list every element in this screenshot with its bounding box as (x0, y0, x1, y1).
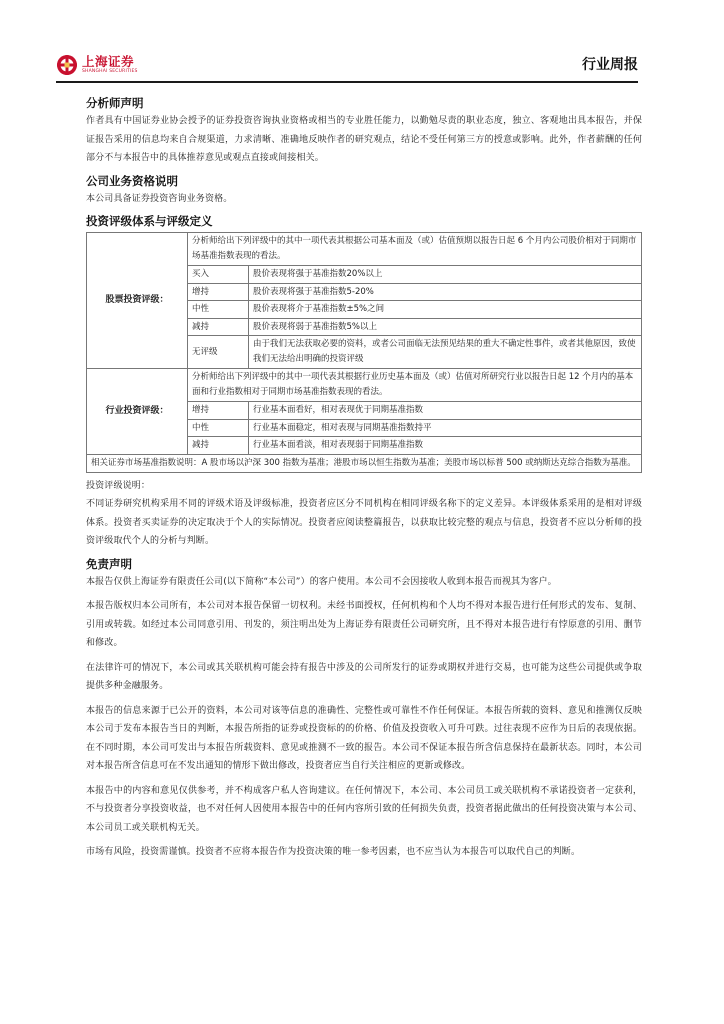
industry-rating-label: 行业投资评级： (87, 369, 188, 455)
qualification-title: 公司业务资格说明 (86, 173, 178, 188)
report-type-label: 行业周报 (582, 57, 638, 73)
rating-system-title: 投资评级体系与评级定义 (86, 214, 213, 228)
disclaimer-paragraph: 本报告中的内容和意见仅供参考，并不构成客户私人咨询建议。在任何情况下，本公司、本公司员工或关联机构不承诺投资者一定获利，不与投资者分享投资收益，也不对任何人因使用本报告中的任何内容所引致的任何损失负责，投资者据此做出的任何投资决策与本公司、本公司员工或关联机构无关。 (86, 785, 642, 833)
disclaimer-title: 免责声明 (86, 556, 132, 571)
disclaimer-paragraph: 本报告的信息来源于已公开的资料，本公司对该等信息的准确性、完整性或可靠性不作任何保证。本报告所载的资料、意见和推测仅反映本公司于发布本报告当日的判断，本报告所指的证券或投资标的的价格、价值及投资收入可升可跌。过往表现不应作为日后的表现依据。在不同时期，本公司可发出与本报告所载资料、意见或推测不一致的报告。本公司不保证本报告所含信息保持在最新状态。同时，本公司对本报告所含信息可在不发出通知的情形下做出修改，投资者应当自行关注相应的更新或修改。 (86, 705, 642, 771)
industry-rating-description: 分析师给出下列评级中的其中一项代表其根据行业历史基本面及（或）估值对所研究行业以报告日起 12 个月内的基本面和行业指数相对于同期市场基准指数表现的看法。 (188, 369, 642, 402)
rating-level: 中性 (188, 419, 249, 437)
rating-level: 增持 (188, 283, 249, 301)
main-content (86, 94, 642, 862)
qualification-text: 本公司具备证券投资咨询业务资格。 (86, 193, 233, 204)
logo-icon (56, 54, 78, 76)
rating-level-desc: 股价表现将强于基准指数5-20% (249, 283, 642, 301)
company-logo (56, 54, 138, 76)
rating-level-desc: 由于我们无法获取必要的资料，或者公司面临无法预见结果的重大不确定性事件，或者其他原因，致使我们无法给出明确的投资评级 (249, 336, 642, 369)
page-header (56, 48, 638, 82)
rating-level-desc: 行业基本面看淡，相对表现弱于同期基准指数 (249, 437, 642, 455)
rating-level-desc: 行业基本面稳定，相对表现与同期基准指数持平 (249, 419, 642, 437)
rating-definition-table (86, 232, 642, 473)
table-row (87, 454, 642, 472)
logo-chinese-name: 上海证券 (82, 53, 135, 69)
rating-level: 中性 (188, 301, 249, 319)
stock-rating-label: 股票投资评级： (87, 233, 188, 369)
disclaimer-paragraph: 本报告版权归本公司所有，本公司对本报告保留一切权利。未经书面授权，任何机构和个人均不得对本报告进行任何形式的发布、复制、引用或转载。如经过本公司同意引用、刊发的，须注明出处为上海证券有限责任公司研究所，且不得对本报告进行有悖原意的引用、删节和修改。 (86, 601, 642, 648)
rating-level: 买入 (188, 266, 249, 284)
disclaimer-paragraph: 市场有风险，投资需谨慎。投资者不应将本报告作为投资决策的唯一参考因素，也不应当认为本报告可以取代自己的判断。 (86, 847, 581, 857)
rating-level-desc: 股价表现将弱于基准指数5%以上 (249, 318, 642, 336)
stock-rating-description: 分析师给出下列评级中的其中一项代表其根据公司基本面及（或）估值预期以报告日起 6 个月内公司股价相对于同期市场基准指数表现的看法。 (188, 233, 642, 266)
analyst-statement-text: 作者具有中国证券业协会授予的证券投资咨询执业资格或相当的专业胜任能力，以勤勉尽责的职业态度，独立、客观地出具本报告，并保证报告采用的信息均来自合规渠道，力求清晰、准确地反映作者的研究观点，结论不受任何第三方的授意或影响。此外，作者薪酬的任何部分不与本报告中的具体推荐意见或观点直接或间接相关。 (86, 116, 642, 163)
rating-level-desc: 股价表现将介于基准指数±5%之间 (249, 301, 642, 319)
rating-level: 增持 (188, 402, 249, 420)
logo-english-name: SHANGHAI SECURITIES (82, 69, 138, 74)
rating-level-desc: 股价表现将强于基准指数20%以上 (249, 266, 642, 284)
rating-explanation-text: 不同证券研究机构采用不同的评级术语及评级标准，投资者应区分不同机构在相同评级名称下的定义差异。本评级体系采用的是相对评级体系。投资者买卖证券的决定取决于个人的实际情况。投资者应阅读整篇报告，以获取比较完整的观点与信息，投资者不应以分析师的投资评级取代个人的分析与判断。 (86, 499, 642, 546)
rating-level: 减持 (188, 318, 249, 336)
rating-level: 减持 (188, 437, 249, 455)
rating-level: 无评级 (188, 336, 249, 369)
benchmark-note: 相关证券市场基准指数说明：A 股市场以沪深 300 指数为基准；港股市场以恒生指数为基准；美股市场以标普 500 或纳斯达克综合指数为基准。 (87, 454, 642, 472)
rating-level-desc: 行业基本面看好，相对表现优于同期基准指数 (249, 402, 642, 420)
header-divider (56, 81, 638, 83)
analyst-statement-title: 分析师声明 (86, 96, 144, 110)
rating-explanation-title: 投资评级说明： (86, 480, 151, 491)
disclaimer-paragraph: 在法律许可的情况下，本公司或其关联机构可能会持有报告中涉及的公司所发行的证券或期权并进行交易，也可能为这些公司提供或争取提供多种金融服务。 (86, 662, 642, 691)
disclaimer-paragraph: 本报告仅供上海证券有限责任公司(以下简称“本公司”）的客户使用。本公司不会因接收人收到本报告而视其为客户。 (86, 576, 557, 587)
table-row (87, 233, 642, 266)
table-row (87, 369, 642, 402)
